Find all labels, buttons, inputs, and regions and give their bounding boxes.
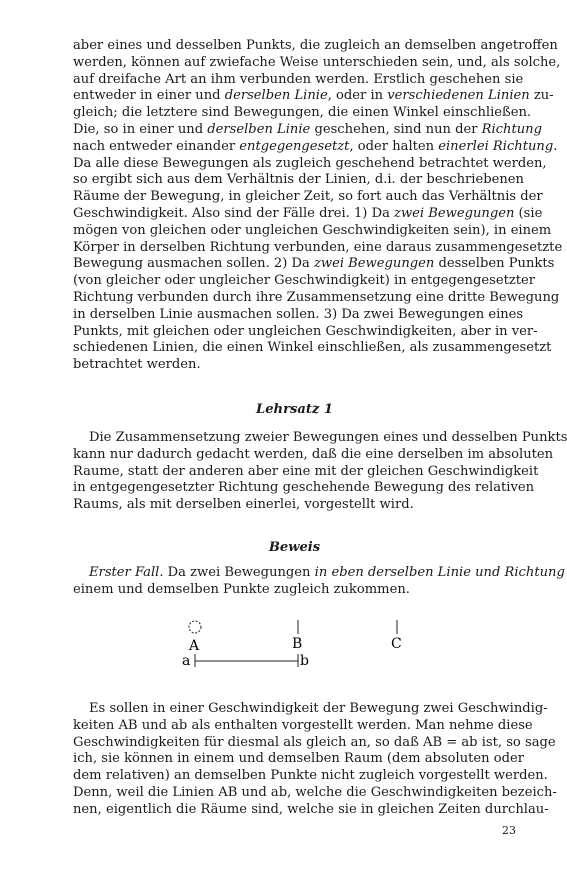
text-line (73, 222, 552, 240)
text-run: Geschwindigkeiten für diesmal als gleich an, so daß AB = ab ist, so sage (73, 734, 556, 750)
text-run: gleich; die letztere sind Bewegungen, die einen Winkel einschließen. (73, 105, 532, 121)
text-line (73, 446, 554, 464)
text-run: Geschwindigkeit. Also sind der Fälle drei. 1) Da (73, 205, 395, 221)
text-run: einem und demselben Punkte zugleich zukommen. (73, 581, 410, 597)
text-line (73, 717, 533, 735)
italic-phrase: einerlei Richtung (438, 138, 554, 154)
italic-phrase: Richtung (481, 121, 542, 137)
text-run: in derselben Linie ausmachen sollen. 3) Da zwei Bewegungen eines (73, 306, 524, 322)
text-line (73, 430, 567, 447)
text-line (73, 289, 560, 307)
italic-phrase: zwei Bewegungen (313, 256, 435, 272)
text-run: , oder in (327, 88, 388, 104)
text-run: betrachtet werden. (73, 357, 201, 373)
text-line (73, 306, 524, 324)
italic-phrase: Erster Fall (89, 565, 160, 580)
text-line (73, 205, 543, 223)
heading-lehrsatz: Lehrsatz 1 (256, 402, 333, 417)
text-run: schiedenen Linien, die einen Winkel einschließen, als zusammengesetzt (73, 340, 552, 356)
text-line (73, 138, 558, 156)
text-line (73, 734, 556, 752)
text-line (73, 38, 558, 55)
text-run: Da alle diese Bewegungen als zugleich geschehend betrachtet werden, (73, 155, 547, 171)
text-run: zu- (529, 88, 554, 104)
figure-diagram (0, 612, 550, 672)
text-run: Richtung verbunden durch ihre Zusammensetzung eine dritte Bewegung (73, 289, 560, 305)
text-line (73, 239, 563, 257)
text-line (73, 463, 539, 481)
text-line (73, 88, 554, 105)
text-run: Raume, statt der anderen aber eine mit der gleichen Geschwindigkeit (73, 463, 539, 479)
point-circle (189, 621, 201, 633)
text-run: Denn, weil die Linien AB und ab, welche die Geschwindigkeiten bezeich- (73, 784, 557, 800)
text-line (73, 105, 532, 122)
text-line (73, 801, 549, 819)
text-run: , oder halten (349, 138, 439, 154)
text-line (73, 323, 538, 341)
paragraph-proof (73, 701, 557, 819)
text-run: . Da zwei Bewegungen (159, 565, 315, 580)
text-run: aber eines und desselben Punkts, die zugleich an demselben angetroffen (73, 38, 558, 53)
italic-phrase: derselben Linie (224, 88, 328, 104)
text-run: nen, eigentlich die Räume sind, welche sie in gleichen Zeiten durchlau- (73, 801, 549, 817)
text-run: nach entweder einander (73, 138, 240, 154)
text-run: (von gleicher oder ungleicher Geschwindigkeit) in entgegengesetzter (73, 273, 535, 289)
label-A: A (189, 638, 200, 654)
italic-phrase: zwei Bewegungen (394, 205, 515, 221)
text-run: (sie (514, 205, 543, 221)
paragraph-lehrsatz (73, 430, 567, 514)
italic-phrase: verschiedenen Linien (387, 88, 530, 104)
text-run: Bewegung ausmachen sollen. 2) Da (73, 256, 314, 272)
heading-beweis: Beweis (268, 540, 321, 555)
text-line (73, 340, 552, 357)
text-run: so ergibt sich aus dem Verhältnis der Linien, d.i. der beschriebenen (73, 172, 524, 188)
paragraph-erster-fall (73, 565, 565, 599)
label-B: B (292, 636, 303, 652)
text-line (73, 768, 548, 785)
label-b: b (300, 653, 309, 669)
text-line (73, 256, 555, 273)
text-run: ich, sie können in einem und demselben Raum (dem absoluten oder (73, 751, 525, 767)
label-C: C (391, 636, 402, 652)
italic-phrase: in eben derselben Linie und Richtung (314, 565, 565, 580)
text-line (73, 155, 547, 173)
text-run: Punkts, mit gleichen oder ungleichen Geschwindigkeiten, aber in ver- (73, 323, 538, 339)
text-run: in entgegengesetzter Richtung geschehende Bewegung des relativen (73, 480, 535, 496)
text-run: Die Zusammensetzung zweier Bewegungen eines und desselben Punkts (89, 430, 567, 445)
text-run: auf dreifache Art an ihm verbunden werden. Erstlich geschehen sie (73, 71, 524, 87)
text-run: geschehen, sind nun der (310, 121, 482, 137)
text-run: Es sollen in einer Geschwindigkeit der Bewegung zwei Geschwindig- (89, 701, 548, 716)
text-run: desselben Punkts (434, 256, 555, 272)
text-run: kann nur dadurch gedacht werden, daß die eine derselben im absoluten (73, 446, 554, 462)
text-run: . (553, 138, 558, 154)
italic-phrase: derselben Linie (207, 121, 311, 137)
italic-phrase: entgegengesetzt (239, 138, 350, 154)
text-run: Körper in derselben Richtung verbunden, eine daraus zusammengesetzte (73, 239, 563, 255)
text-run: mögen von gleichen oder ungleichen Geschwindigkeiten sein), in einem (73, 222, 552, 238)
text-line (73, 497, 516, 514)
text-line (73, 751, 525, 768)
text-line (73, 54, 561, 72)
text-run: keiten AB und ab als enthalten vorgestellt werden. Man nehme diese (73, 717, 533, 733)
text-line (73, 189, 543, 206)
text-line (73, 480, 535, 497)
text-line (73, 121, 542, 139)
paragraph-intro (73, 38, 563, 374)
text-run: Die, so in einer und (73, 121, 208, 137)
text-line (73, 357, 516, 374)
text-line (73, 273, 535, 290)
text-run: Räume der Bewegung, in gleicher Zeit, so fort auch das Verhältnis der (73, 189, 543, 205)
text-line (73, 701, 548, 718)
text-line (73, 172, 524, 189)
text-line (73, 582, 516, 599)
text-line (73, 565, 565, 582)
text-run: Raums, als mit derselben einerlei, vorgestellt wird. (73, 497, 414, 513)
text-run: dem relativen) an demselben Punkte nicht zugleich vorgestellt werden. (73, 768, 548, 784)
text-run: werden, können auf zwiefache Weise unterschieden sein, und, als solche, (73, 54, 561, 70)
text-line (73, 784, 557, 802)
text-line (73, 71, 524, 89)
text-run: entweder in einer und (73, 88, 225, 104)
page-number: 23 (502, 824, 516, 837)
label-a: a (182, 653, 191, 669)
